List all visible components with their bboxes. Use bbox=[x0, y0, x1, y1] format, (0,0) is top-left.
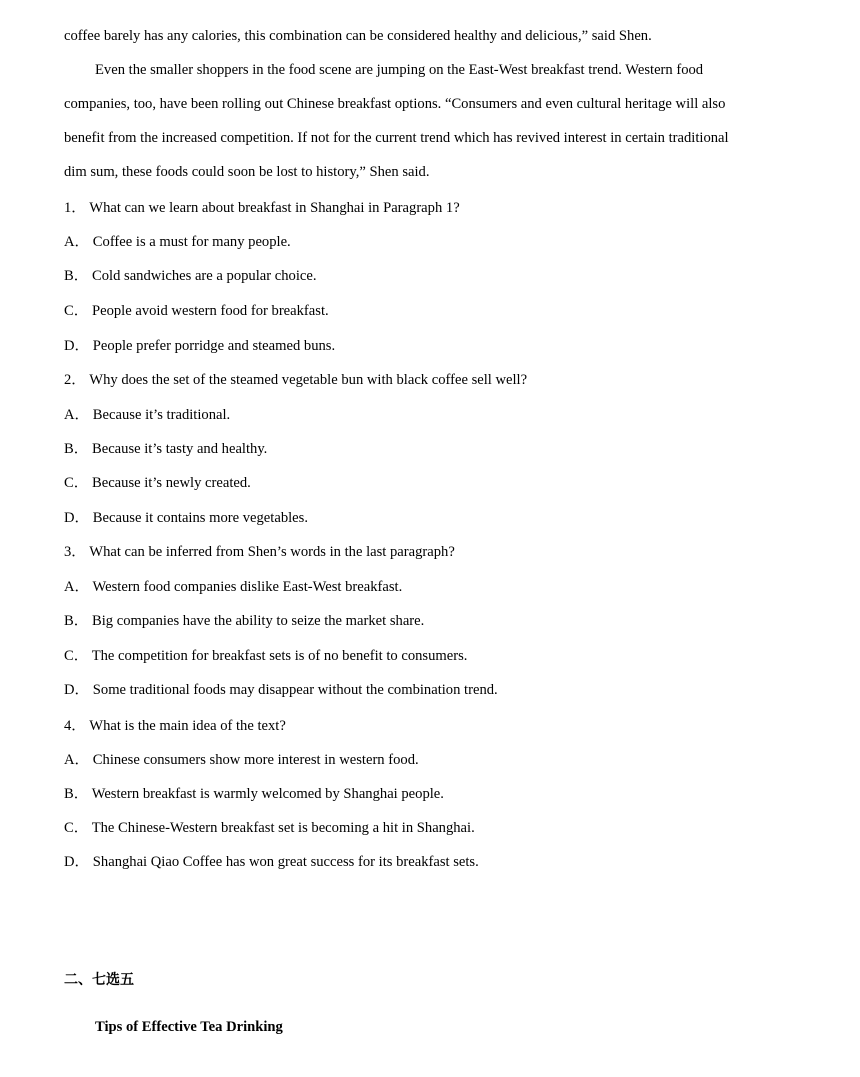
answer-option bbox=[64, 405, 230, 425]
question-number: 4． bbox=[64, 718, 86, 734]
option-letter: C． bbox=[64, 820, 89, 836]
option-text: Western breakfast is warmly welcomed by Shanghai people. bbox=[91, 786, 444, 802]
answer-option bbox=[64, 680, 498, 700]
answer-option bbox=[64, 508, 308, 528]
option-letter: A． bbox=[64, 234, 90, 250]
option-letter: C． bbox=[64, 303, 89, 319]
answer-option bbox=[64, 784, 444, 804]
option-letter: D． bbox=[64, 338, 90, 354]
option-letter: C． bbox=[64, 475, 89, 491]
section-title: Tips of Effective Tea Drinking bbox=[95, 1019, 283, 1035]
question-stem bbox=[64, 198, 460, 218]
option-text: Western food companies dislike East-West breakfast. bbox=[92, 579, 403, 595]
question-stem bbox=[64, 716, 286, 736]
answer-option bbox=[64, 750, 419, 770]
option-text: Because it contains more vegetables. bbox=[92, 510, 308, 526]
question-text: What can we learn about breakfast in Shanghai in Paragraph 1? bbox=[89, 200, 460, 216]
answer-option bbox=[64, 852, 479, 872]
option-text: Because it’s traditional. bbox=[92, 407, 231, 423]
answer-option bbox=[64, 611, 424, 631]
answer-option bbox=[64, 646, 467, 666]
answer-option bbox=[64, 266, 317, 286]
option-letter: D． bbox=[64, 510, 90, 526]
option-letter: B． bbox=[64, 613, 89, 629]
answer-option bbox=[64, 577, 402, 597]
passage-line: dim sum, these foods could soon be lost to history,” Shen said. bbox=[64, 164, 430, 180]
option-letter: B． bbox=[64, 268, 89, 284]
passage-line: coffee barely has any calories, this combination can be considered healthy and delicious,” said Shen. bbox=[64, 28, 652, 44]
question-number: 3． bbox=[64, 544, 86, 560]
option-letter: B． bbox=[64, 786, 89, 802]
option-letter: A． bbox=[64, 579, 90, 595]
option-text: Coffee is a must for many people. bbox=[92, 234, 291, 250]
option-letter: A． bbox=[64, 407, 90, 423]
option-text: The competition for breakfast sets is of no benefit to consumers. bbox=[91, 648, 468, 664]
option-text: Chinese consumers show more interest in western food. bbox=[92, 752, 419, 768]
option-text: Some traditional foods may disappear without the combination trend. bbox=[92, 682, 498, 698]
option-letter: A． bbox=[64, 752, 90, 768]
question-stem bbox=[64, 370, 527, 390]
question-number: 2． bbox=[64, 372, 86, 388]
option-letter: D． bbox=[64, 682, 90, 698]
option-text: People prefer porridge and steamed buns. bbox=[92, 338, 336, 354]
answer-option bbox=[64, 473, 251, 493]
option-letter: B． bbox=[64, 441, 89, 457]
option-text: People avoid western food for breakfast. bbox=[91, 303, 329, 319]
option-letter: D． bbox=[64, 854, 90, 870]
option-text: The Chinese-Western breakfast set is becoming a hit in Shanghai. bbox=[91, 820, 475, 836]
option-text: Because it’s newly created. bbox=[91, 475, 251, 491]
option-text: Big companies have the ability to seize the market share. bbox=[91, 613, 425, 629]
question-text: Why does the set of the steamed vegetable bun with black coffee sell well? bbox=[89, 372, 528, 388]
answer-option bbox=[64, 818, 475, 838]
answer-option bbox=[64, 232, 291, 252]
question-stem bbox=[64, 542, 455, 562]
question-text: What can be inferred from Shen’s words in the last paragraph? bbox=[89, 544, 455, 560]
passage-line: benefit from the increased competition. If not for the current trend which has revived interest in certain traditional bbox=[64, 130, 729, 146]
option-text: Cold sandwiches are a popular choice. bbox=[91, 268, 317, 284]
option-text: Because it’s tasty and healthy. bbox=[91, 441, 268, 457]
option-text: Shanghai Qiao Coffee has won great success for its breakfast sets. bbox=[92, 854, 479, 870]
answer-option bbox=[64, 439, 267, 459]
passage-line: companies, too, have been rolling out Chinese breakfast options. “Consumers and even cultural heritage will also bbox=[64, 96, 726, 112]
option-letter: C． bbox=[64, 648, 89, 664]
answer-option bbox=[64, 301, 329, 321]
section-heading: 二、七选五 bbox=[64, 972, 134, 988]
question-text: What is the main idea of the text? bbox=[89, 718, 286, 734]
question-number: 1． bbox=[64, 200, 86, 216]
answer-option bbox=[64, 336, 335, 356]
passage-line: Even the smaller shoppers in the food scene are jumping on the East-West breakfast trend. Western food bbox=[95, 62, 704, 78]
